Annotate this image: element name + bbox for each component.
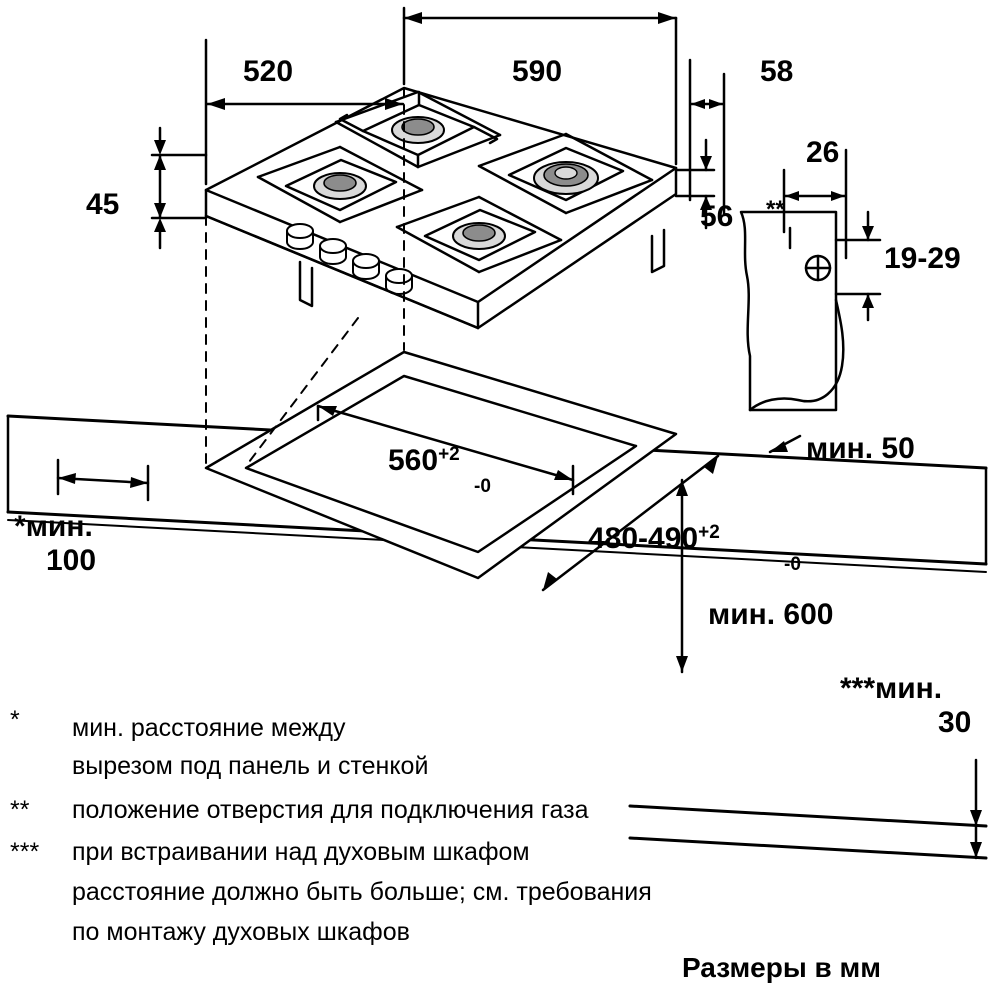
min-30-line1: мин. (875, 672, 943, 705)
dimension-480-490-value: 480-490 (588, 522, 699, 555)
gas-hole-marker: ** (766, 196, 785, 223)
min-100-line1: мин. (25, 510, 93, 543)
note-2-marker: ** (10, 796, 30, 824)
dimension-560-sub: -0 (474, 476, 491, 497)
note-2-line-1: положение отверстия для подключения газа (72, 796, 589, 824)
min-30-line2: 30 (938, 706, 972, 739)
note-3-line-1: при встраивании над духовым шкафом (72, 838, 530, 866)
dimension-min-30 (840, 672, 971, 740)
dimension-520: 520 (243, 55, 294, 88)
dimension-480-490-sup: +2 (698, 522, 720, 543)
dimension-26: 26 (806, 136, 840, 169)
dimension-560 (388, 444, 491, 498)
dimension-590: 590 (512, 55, 563, 88)
note-3-marker: *** (10, 838, 40, 866)
footer-units-label: Размеры в мм (682, 952, 881, 983)
dimension-45: 45 (86, 188, 120, 221)
dimension-min-100 (14, 510, 96, 578)
dimension-480-490-sub: -0 (784, 554, 801, 575)
dimension-min-50: мин. 50 (806, 432, 915, 465)
dimension-560-value: 560 (388, 444, 439, 477)
note-3-line-3: по монтажу духовых шкафов (72, 918, 410, 946)
dimension-480-490 (588, 522, 801, 576)
dimension-58: 58 (760, 55, 794, 88)
dimension-56: 56 (700, 200, 734, 233)
min-30-marker: *** (840, 672, 876, 705)
dimension-19-29: 19-29 (884, 242, 961, 275)
min-100-marker: * (14, 510, 26, 543)
note-1-marker: * (10, 706, 20, 734)
note-3-line-2: расстояние должно быть больше; см. требования (72, 878, 652, 906)
note-1-line-2: вырезом под панель и стенкой (72, 752, 429, 780)
min-100-line2: 100 (46, 544, 97, 577)
note-1-line-1: мин. расстояние между (72, 714, 346, 742)
dimension-min-600: мин. 600 (708, 598, 834, 631)
dimension-560-sup: +2 (438, 444, 460, 465)
